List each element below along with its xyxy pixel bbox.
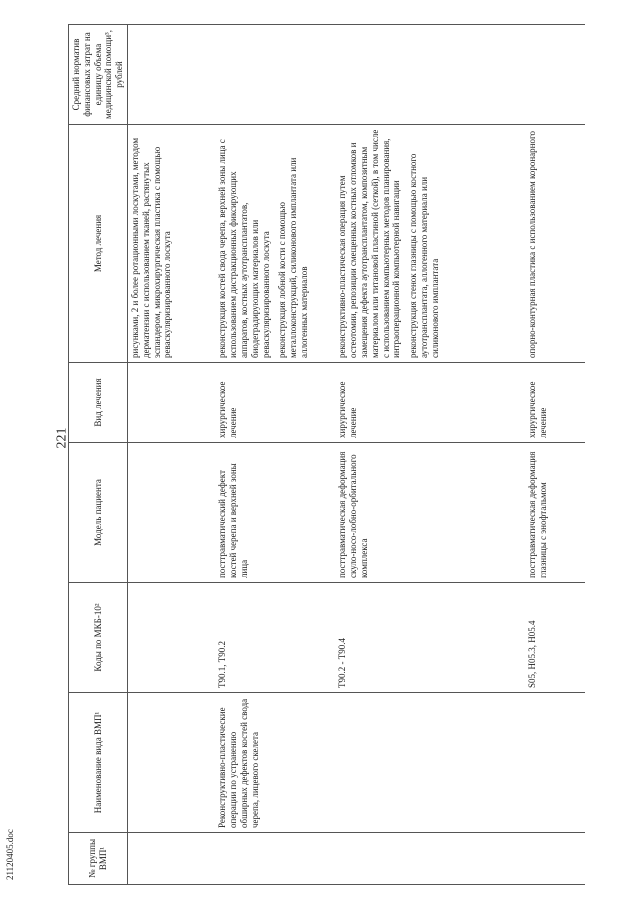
header-group: № группы ВМП¹ — [69, 833, 128, 885]
method-text: рисунками, 2 и более ротационными лоскутами, методом дерматензии с использованием тканей, растянутых эспандером, микрохирургическая пластика с помощью реваскуляризированного лоскута — [129, 137, 173, 358]
table-row — [215, 25, 335, 885]
cell-name — [525, 693, 585, 833]
method-text: опорно-контурная пластика с использованием коронарного — [527, 131, 538, 358]
cell-method — [335, 125, 525, 363]
method-text: реконструктивно-пластическая операция путем остеотомии, репозиции смещенных костных отломков и замещения дефекта аутотрансплантатом, композитным материалом или титановой пластиной (сеткой), в том числе с использованием компьютерных методов планирования, интраоперационной компьютерной навигации — [337, 129, 402, 358]
cell-method — [127, 125, 215, 363]
header-type: Вид лечения — [69, 363, 128, 443]
cell-model: посттравматическая деформация глазницы с энофтальмом — [525, 443, 585, 583]
cell-model: посттравматическая деформация скуло-носо-лобно-орбитального комплекса — [335, 443, 525, 583]
cell-cost — [525, 25, 585, 125]
header-name: Наименование вида ВМП¹ — [69, 693, 128, 833]
header-codes: Коды по МКБ-10² — [69, 583, 128, 693]
cell-codes — [127, 583, 215, 693]
cell-group — [525, 833, 585, 885]
cell-type: хирургическое лечение — [335, 363, 525, 443]
cell-name: Реконструктивно-пластические операции по устранению обширных дефектов костей свода черепа, лицевого скелета — [215, 693, 335, 833]
method-text: реконструкция стенок глазницы с помощью костного аутотрансплантата, аллогенного материала или силиконового имплантата — [408, 153, 440, 358]
cell-cost — [335, 25, 525, 125]
cell-cost — [215, 25, 335, 125]
header-model: Модель пациента — [69, 443, 128, 583]
cell-type: хирургическое лечение — [525, 363, 585, 443]
cell-model — [127, 443, 215, 583]
cell-codes: S05, H05.3, H05.4 — [525, 583, 585, 693]
cell-group — [215, 833, 335, 885]
cell-method — [215, 125, 335, 363]
cell-group — [335, 833, 525, 885]
cell-method — [525, 125, 585, 363]
method-text: реконструкция лобной кости с помощью металлоконструкций, силиконового имплантата или аллогенных материалов — [277, 157, 310, 358]
cell-name — [335, 693, 525, 833]
table-row — [127, 25, 215, 885]
table-row — [525, 25, 585, 885]
cell-codes: Т90.2 - Т90.4 — [335, 583, 525, 693]
cell-name — [127, 693, 215, 833]
method-text: реконструкция костей свода черепа, верхней зоны лица с использованием дистракционных фиксирующих аппаратов, костных аутотрансплантатов, биодеградирующих материалов или реваскуляризированного лоскута — [217, 139, 271, 358]
vmp-table — [68, 24, 585, 885]
table-header-row — [69, 25, 128, 885]
cell-group — [127, 833, 215, 885]
document-footer: 21120405.doc — [5, 829, 15, 880]
cell-model: посттравматический дефект костей черепа и верхней зоны лица — [215, 443, 335, 583]
table-row — [335, 25, 525, 885]
header-method: Метод лечения — [69, 125, 128, 363]
page-number: 221 — [54, 427, 70, 449]
cell-type — [127, 363, 215, 443]
header-cost: Средний норматив финансовых затрат на единицу объема медицинской помощи³, рублей — [69, 25, 128, 125]
cell-cost — [127, 25, 215, 125]
cell-type: хирургическое лечение — [215, 363, 335, 443]
cell-codes: Т90.1, Т90.2 — [215, 583, 335, 693]
